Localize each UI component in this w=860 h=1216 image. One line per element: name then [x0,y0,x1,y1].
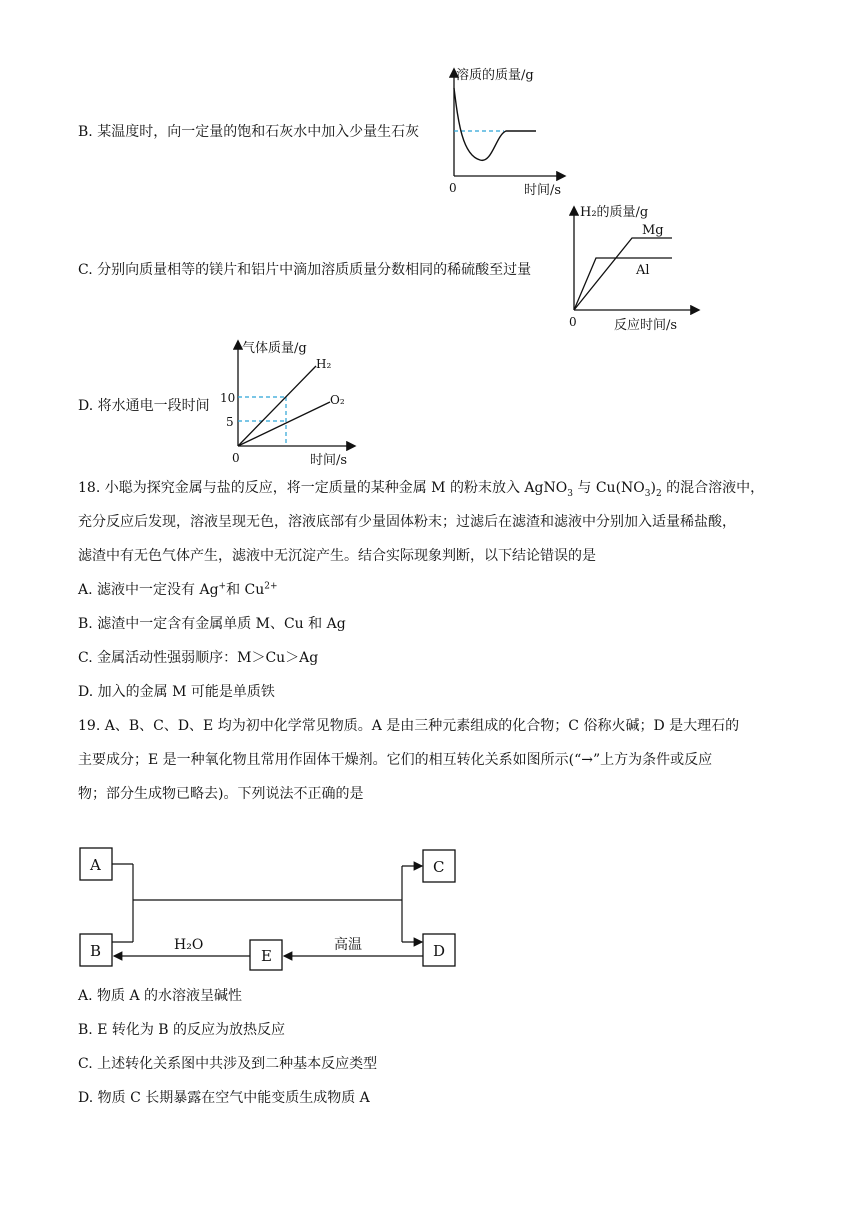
graph-b-curve [454,88,536,160]
q18-option-c: C. 金属活动性强弱顺序：M＞Cu＞Ag [78,650,319,666]
graph-d-series-o2: O₂ [330,393,345,407]
q19-diagram [78,846,460,970]
graph-c-xlabel: 反应时间/s [614,318,678,333]
graph-c-ylabel: H₂的质量/g [580,205,649,220]
box-d-label: D [433,942,446,960]
q18-stem-line-1: 18. 小聪为探究金属与盐的反应，将一定质量的某种金属 M 的粉末放入 AgNO$_3$ 与 $Cu(NO_3)_2$ 的混合溶液中， [78,480,765,499]
graph-b-origin: 0 [449,181,457,195]
graph-d-ylabel: 气体质量/g [242,341,307,356]
q18-option-a: A. 滤液中一定没有 Ag+和 $Cu^{2+}$ [78,581,278,598]
graph-b-xlabel: 时间/s [524,183,562,198]
graph-d-line-o2 [238,402,330,446]
q18-option-d: D. 加入的金属 M 可能是单质铁 [78,684,275,700]
graph-b-ylabel: 溶质的质量/g [456,68,534,83]
q19-option-a: A. 物质 A 的水溶液呈碱性 [78,988,243,1004]
graph-c-series-al: Al [636,263,650,278]
q19-stem-line-1: 19. A、B、C、D、E 均为初中化学常见物质。A 是由三种元素组成的化合物；C 俗称火碱；D 是大理石的 [78,718,740,734]
box-b-label: B [90,942,102,960]
graph-d-line-h2 [238,366,316,446]
cond-h2o: H₂O [174,937,204,953]
q19-stem-line-3: 物；部分生成物已略去)。下列说法不正确的是 [78,786,364,802]
box-e-label: E [261,947,272,965]
q19-option-b: B. E 转化为 B 的反应为放热反应 [78,1022,286,1038]
graph-d [220,336,364,472]
q18-stem-line-3: 滤渣中有无色气体产生，滤液中无沉淀产生。结合实际现象判断，以下结论错误的是 [78,548,596,564]
graph-d-ytick-10: 10 [220,391,236,405]
box-a-label: A [90,856,101,874]
graph-b [440,60,570,200]
option-17-c: C. 分别向质量相等的镁片和铝片中滴加溶质质量分数相同的稀硫酸至过量 [78,262,532,278]
graph-c [566,202,706,336]
q19-stem-line-2: 主要成分；E 是一种氧化物且常用作固体干燥剂。它们的相互转化关系如图所示(“→”上方为条件或反应 [78,752,713,768]
graph-d-series-h2: H₂ [316,357,332,371]
graph-d-origin: 0 [232,451,240,465]
option-17-d: D. 将水通电一段时间 [78,398,210,414]
cond-heat: 高温 [334,937,362,953]
graph-d-ytick-5: 5 [226,415,234,429]
graph-d-xlabel: 时间/s [310,453,348,468]
q19-option-c: C. 上述转化关系图中共涉及到二种基本反应类型 [78,1056,378,1072]
q18-option-b: B. 滤渣中一定含有金属单质 M、Cu 和 Ag [78,616,346,632]
graph-c-series-mg: Mg [642,223,664,238]
box-c-label: C [433,858,445,876]
graph-c-line-al [574,258,672,310]
q19-option-d: D. 物质 C 长期暴露在空气中能变质生成物质 A [78,1090,370,1106]
q18-stem-line-2: 充分反应后发现，溶液呈现无色，溶液底部有少量固体粉末；过滤后在滤渣和滤液中分别加入适量稀盐酸， [78,514,736,530]
graph-c-origin: 0 [569,315,577,329]
option-17-b: B. 某温度时，向一定量的饱和石灰水中加入少量生石灰 [78,124,420,140]
